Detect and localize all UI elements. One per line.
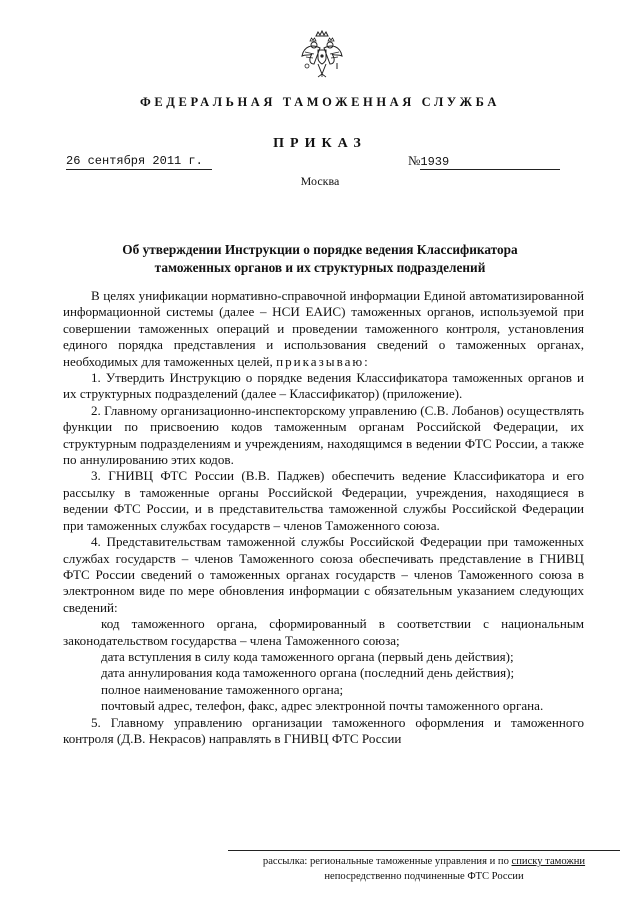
clause-4-item: полное наименование таможенного органа; [101, 681, 344, 697]
clause-1: 1. Утвердить Инструкцию о порядке ведения Классификатора таможенных органов и их структурных подразделений (далее – Классификатор) (приложение). [63, 370, 584, 402]
distribution-line-1 [228, 854, 620, 869]
distribution-list-link[interactable]: списку таможни [511, 856, 586, 867]
clause-2: 2. Главному организационно-инспекторскому управлению (С.В. Лобанов) осуществлять функции по присвоению кодов таможенным органам Российской Федерации, их структурным подразделениям и учреждениям, находящимся в ведении ФТС России, а также по аннулированию этих кодов. [63, 402, 584, 468]
heading-line-2: таможенных органов и их структурных подразделений [154, 260, 486, 275]
clause-4-item: почтовый адрес, телефон, факс, адрес электронной почты таможенного органа. [101, 698, 544, 714]
order-city: Москва [300, 174, 340, 188]
order-heading [80, 241, 560, 277]
command-word: приказываю: [276, 353, 370, 369]
clause-4-item: дата вступления в силу кода таможенного органа (первый день действия); [101, 648, 514, 664]
preamble-paragraph [63, 288, 584, 370]
distribution-prefix: рассылка: региональные таможенные управления и по [262, 856, 509, 867]
order-number-field [408, 153, 582, 170]
order-title: ПРИКАЗ [273, 136, 367, 151]
clause-4-item: код таможенного органа, сформированный в соответствии с национальным законодательством государства – члена Таможенного союза; [63, 616, 584, 648]
distribution-note [228, 854, 620, 884]
order-body [63, 288, 584, 747]
heading-line-1: Об утверждении Инструкции о порядке ведения Классификатора [122, 242, 518, 257]
clause-4: 4. Представительствам таможенной службы Российской Федерации при таможенных службах государств – членов Таможенного союза обеспечивать представление в ГНИВЦ ФТС России сведений о таможенных органах государств – членов Таможенного союза в электронном виде по мере обновления информации с обязательным указанием следующих сведений: [63, 534, 584, 615]
preamble-text: В целях унификации нормативно-справочной информации Единой автоматизированной информационной системы (далее – НСИ ЕАИС) таможенных органов, используемой при совершении таможенных операций и проведении таможенного контроля, установления единого порядка представления и использования сведений о таможенных органах, необходимых для таможенных целей, [63, 288, 584, 369]
order-number: 1939 [420, 155, 560, 170]
clause-4-item: дата аннулирования кода таможенного органа (последний день действия); [101, 665, 515, 681]
order-date: 26 сентября 2011 г. [66, 154, 212, 170]
number-sign: № [408, 153, 421, 168]
clause-3: 3. ГНИВЦ ФТС России (В.В. Паджев) обеспечить ведение Классификатора и его рассылку в таможенные органы Российской Федерации, учреждения, находящиеся в ведении ФТС России, и в представительства таможенной службы Российской Федерации при таможенных службах государств – членов Таможенного союза. [63, 468, 584, 533]
distribution-divider [228, 850, 620, 851]
distribution-line-2: непосредственно подчиненные ФТС России [324, 871, 524, 882]
clause-5: 5. Главному управлению организации таможенного оформления и таможенного контроля (Д.В. Некрасов) направлять в ГНИВЦ ФТС России [63, 714, 584, 746]
agency-name: ФЕДЕРАЛЬНАЯ ТАМОЖЕННАЯ СЛУЖБА [140, 95, 500, 109]
coat-of-arms-icon [300, 30, 344, 78]
